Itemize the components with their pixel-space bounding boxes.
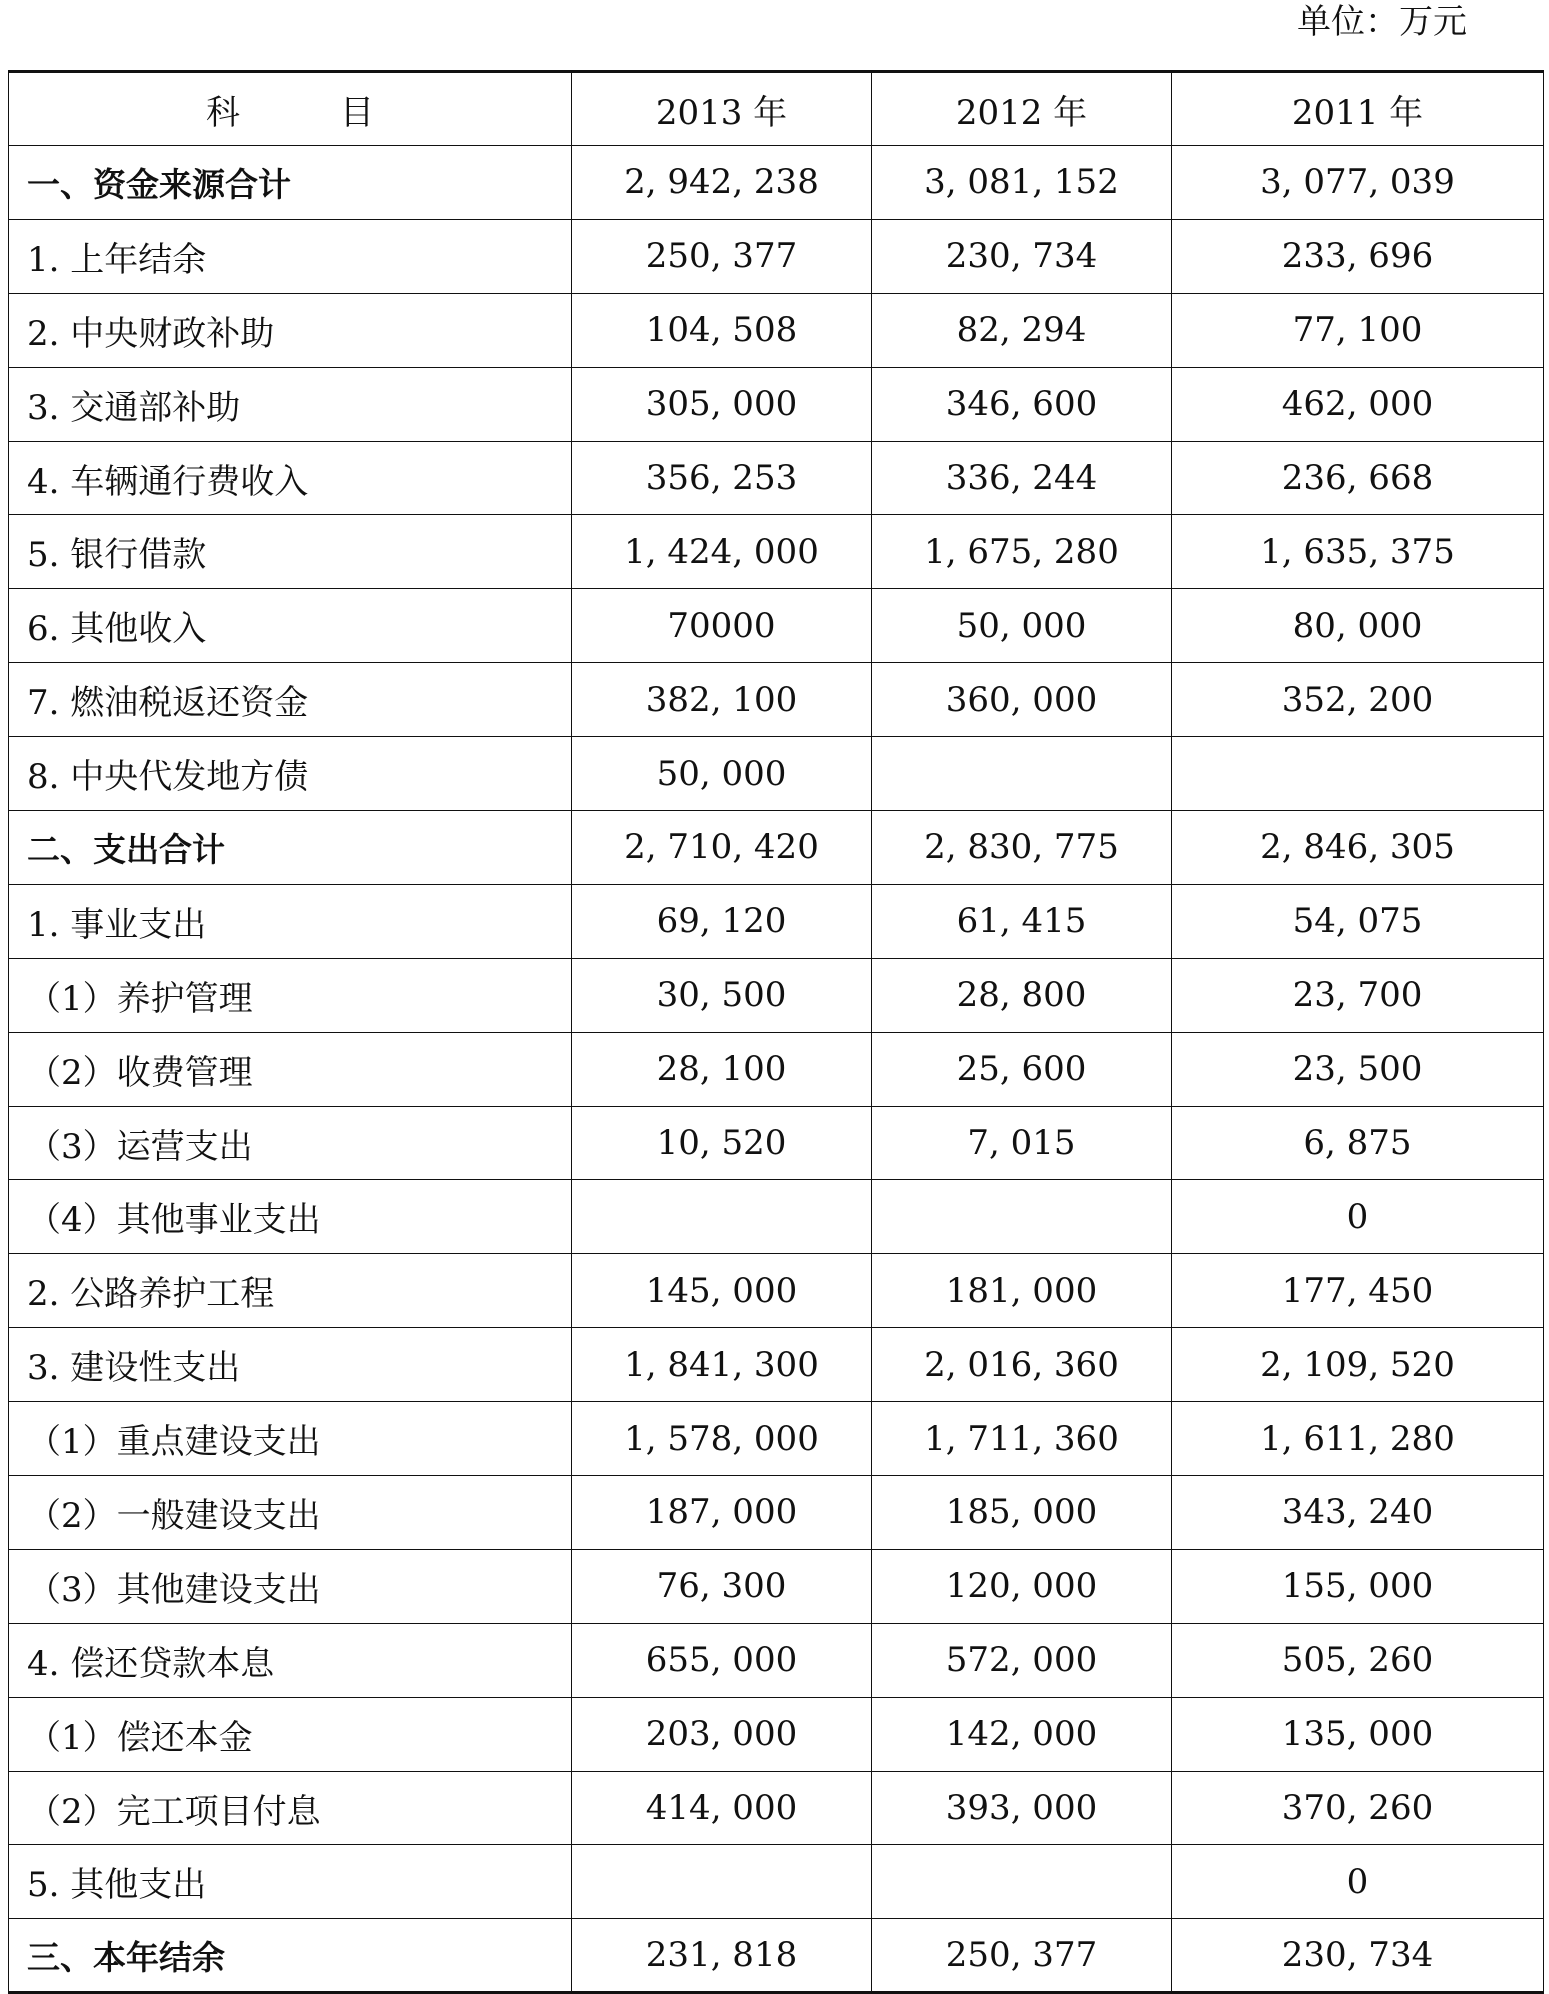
row-item-label: （1）养护管理 bbox=[9, 958, 572, 1032]
row-item-label: 4. 车辆通行费收入 bbox=[9, 441, 572, 515]
cell-2012: 336, 244 bbox=[872, 441, 1172, 515]
cell-2013: 76, 300 bbox=[572, 1549, 872, 1623]
table-row bbox=[9, 1476, 1544, 1550]
cell-2011: 505, 260 bbox=[1172, 1623, 1544, 1697]
table-row bbox=[9, 293, 1544, 367]
table-row bbox=[9, 1623, 1544, 1697]
cell-2013: 187, 000 bbox=[572, 1476, 872, 1550]
row-item-label: （4）其他事业支出 bbox=[9, 1180, 572, 1254]
row-item-label: （2）收费管理 bbox=[9, 1032, 572, 1106]
row-item-label: （1）偿还本金 bbox=[9, 1697, 572, 1771]
row-item-label: 1. 上年结余 bbox=[9, 219, 572, 293]
cell-2012 bbox=[872, 1180, 1172, 1254]
cell-2012: 28, 800 bbox=[872, 958, 1172, 1032]
table-row bbox=[9, 737, 1544, 811]
cell-2012: 61, 415 bbox=[872, 884, 1172, 958]
row-item-label: （3）运营支出 bbox=[9, 1106, 572, 1180]
row-item-label: 3. 建设性支出 bbox=[9, 1328, 572, 1402]
cell-2012: 181, 000 bbox=[872, 1254, 1172, 1328]
cell-2013: 69, 120 bbox=[572, 884, 872, 958]
cell-2013: 70000 bbox=[572, 589, 872, 663]
row-item-label: 2. 中央财政补助 bbox=[9, 293, 572, 367]
row-item-label: 2. 公路养护工程 bbox=[9, 1254, 572, 1328]
table-row bbox=[9, 589, 1544, 663]
subject-header-part2: 目 bbox=[340, 92, 374, 133]
cell-2011: 2, 846, 305 bbox=[1172, 811, 1544, 885]
cell-2013: 356, 253 bbox=[572, 441, 872, 515]
row-item-label: 3. 交通部补助 bbox=[9, 367, 572, 441]
cell-2011: 1, 635, 375 bbox=[1172, 515, 1544, 589]
row-item-label: （3）其他建设支出 bbox=[9, 1549, 572, 1623]
cell-2011: 177, 450 bbox=[1172, 1254, 1544, 1328]
cell-2012: 3, 081, 152 bbox=[872, 146, 1172, 220]
table-row bbox=[9, 1032, 1544, 1106]
table-body bbox=[9, 146, 1544, 1993]
cell-2013: 1, 424, 000 bbox=[572, 515, 872, 589]
table-row bbox=[9, 1697, 1544, 1771]
row-item-label: 1. 事业支出 bbox=[9, 884, 572, 958]
cell-2012: 2, 830, 775 bbox=[872, 811, 1172, 885]
cell-2011: 23, 700 bbox=[1172, 958, 1544, 1032]
cell-2012: 572, 000 bbox=[872, 1623, 1172, 1697]
row-item-label: 6. 其他收入 bbox=[9, 589, 572, 663]
row-item-label: 5. 银行借款 bbox=[9, 515, 572, 589]
cell-2013: 1, 578, 000 bbox=[572, 1402, 872, 1476]
header-row bbox=[9, 72, 1544, 146]
cell-2013: 250, 377 bbox=[572, 219, 872, 293]
cell-2012: 120, 000 bbox=[872, 1549, 1172, 1623]
row-item-label: （2）完工项目付息 bbox=[9, 1771, 572, 1845]
cell-2011: 135, 000 bbox=[1172, 1697, 1544, 1771]
cell-2013: 414, 000 bbox=[572, 1771, 872, 1845]
cell-2013 bbox=[572, 1845, 872, 1919]
row-item-label: 一、资金来源合计 bbox=[9, 146, 572, 220]
cell-2013: 1, 841, 300 bbox=[572, 1328, 872, 1402]
cell-2011: 155, 000 bbox=[1172, 1549, 1544, 1623]
table-row bbox=[9, 958, 1544, 1032]
cell-2013: 10, 520 bbox=[572, 1106, 872, 1180]
cell-2011: 462, 000 bbox=[1172, 367, 1544, 441]
cell-2013 bbox=[572, 1180, 872, 1254]
cell-2011: 370, 260 bbox=[1172, 1771, 1544, 1845]
cell-2012: 82, 294 bbox=[872, 293, 1172, 367]
table-row bbox=[9, 367, 1544, 441]
cell-2011: 236, 668 bbox=[1172, 441, 1544, 515]
cell-2013: 203, 000 bbox=[572, 1697, 872, 1771]
row-item-label: （1）重点建设支出 bbox=[9, 1402, 572, 1476]
row-item-label: 7. 燃油税返还资金 bbox=[9, 663, 572, 737]
unit-label: 单位：万元 bbox=[1297, 2, 1467, 42]
cell-2011: 352, 200 bbox=[1172, 663, 1544, 737]
funds-table bbox=[8, 70, 1544, 1994]
table-row bbox=[9, 146, 1544, 220]
cell-2013: 28, 100 bbox=[572, 1032, 872, 1106]
cell-2011: 0 bbox=[1172, 1845, 1544, 1919]
row-item-label: 5. 其他支出 bbox=[9, 1845, 572, 1919]
cell-2011: 343, 240 bbox=[1172, 1476, 1544, 1550]
cell-2011 bbox=[1172, 737, 1544, 811]
table-row bbox=[9, 663, 1544, 737]
cell-2013: 50, 000 bbox=[572, 737, 872, 811]
cell-2011: 2, 109, 520 bbox=[1172, 1328, 1544, 1402]
table-row bbox=[9, 515, 1544, 589]
table-row bbox=[9, 811, 1544, 885]
cell-2011: 6, 875 bbox=[1172, 1106, 1544, 1180]
cell-2011: 54, 075 bbox=[1172, 884, 1544, 958]
table-row bbox=[9, 1106, 1544, 1180]
cell-2011: 1, 611, 280 bbox=[1172, 1402, 1544, 1476]
table-row bbox=[9, 1771, 1544, 1845]
cell-2013: 145, 000 bbox=[572, 1254, 872, 1328]
cell-2012 bbox=[872, 1845, 1172, 1919]
cell-2013: 231, 818 bbox=[572, 1919, 872, 1993]
cell-2012: 250, 377 bbox=[872, 1919, 1172, 1993]
row-item-label: 4. 偿还贷款本息 bbox=[9, 1623, 572, 1697]
cell-2013: 382, 100 bbox=[572, 663, 872, 737]
cell-2012: 393, 000 bbox=[872, 1771, 1172, 1845]
cell-2011: 230, 734 bbox=[1172, 1919, 1544, 1993]
cell-2013: 104, 508 bbox=[572, 293, 872, 367]
table-row bbox=[9, 1402, 1544, 1476]
cell-2011: 3, 077, 039 bbox=[1172, 146, 1544, 220]
cell-2012: 230, 734 bbox=[872, 219, 1172, 293]
cell-2012: 1, 711, 360 bbox=[872, 1402, 1172, 1476]
table-row bbox=[9, 884, 1544, 958]
table-row bbox=[9, 219, 1544, 293]
table-row bbox=[9, 1180, 1544, 1254]
cell-2012: 185, 000 bbox=[872, 1476, 1172, 1550]
financial-table-container bbox=[8, 70, 1543, 1994]
row-item-label: 8. 中央代发地方债 bbox=[9, 737, 572, 811]
table-row bbox=[9, 1328, 1544, 1402]
cell-2013: 2, 942, 238 bbox=[572, 146, 872, 220]
cell-2011: 80, 000 bbox=[1172, 589, 1544, 663]
table-row bbox=[9, 1845, 1544, 1919]
cell-2011: 23, 500 bbox=[1172, 1032, 1544, 1106]
cell-2012: 25, 600 bbox=[872, 1032, 1172, 1106]
cell-2012 bbox=[872, 737, 1172, 811]
cell-2013: 305, 000 bbox=[572, 367, 872, 441]
cell-2012: 2, 016, 360 bbox=[872, 1328, 1172, 1402]
table-row bbox=[9, 1549, 1544, 1623]
column-header-2013: 2013 年 bbox=[572, 72, 872, 146]
cell-2012: 1, 675, 280 bbox=[872, 515, 1172, 589]
cell-2012: 360, 000 bbox=[872, 663, 1172, 737]
column-header-2011: 2011 年 bbox=[1172, 72, 1544, 146]
row-item-label: （2）一般建设支出 bbox=[9, 1476, 572, 1550]
column-header-2012: 2012 年 bbox=[872, 72, 1172, 146]
cell-2012: 50, 000 bbox=[872, 589, 1172, 663]
subject-header-part1: 科 bbox=[206, 92, 240, 133]
row-item-label: 三、本年结余 bbox=[9, 1919, 572, 1993]
cell-2011: 77, 100 bbox=[1172, 293, 1544, 367]
cell-2013: 2, 710, 420 bbox=[572, 811, 872, 885]
cell-2012: 7, 015 bbox=[872, 1106, 1172, 1180]
cell-2012: 142, 000 bbox=[872, 1697, 1172, 1771]
cell-2013: 655, 000 bbox=[572, 1623, 872, 1697]
row-item-label: 二、支出合计 bbox=[9, 811, 572, 885]
column-header-subject bbox=[9, 72, 572, 146]
table-row bbox=[9, 1919, 1544, 1993]
cell-2013: 30, 500 bbox=[572, 958, 872, 1032]
table-row bbox=[9, 441, 1544, 515]
cell-2011: 0 bbox=[1172, 1180, 1544, 1254]
cell-2011: 233, 696 bbox=[1172, 219, 1544, 293]
cell-2012: 346, 600 bbox=[872, 367, 1172, 441]
table-row bbox=[9, 1254, 1544, 1328]
